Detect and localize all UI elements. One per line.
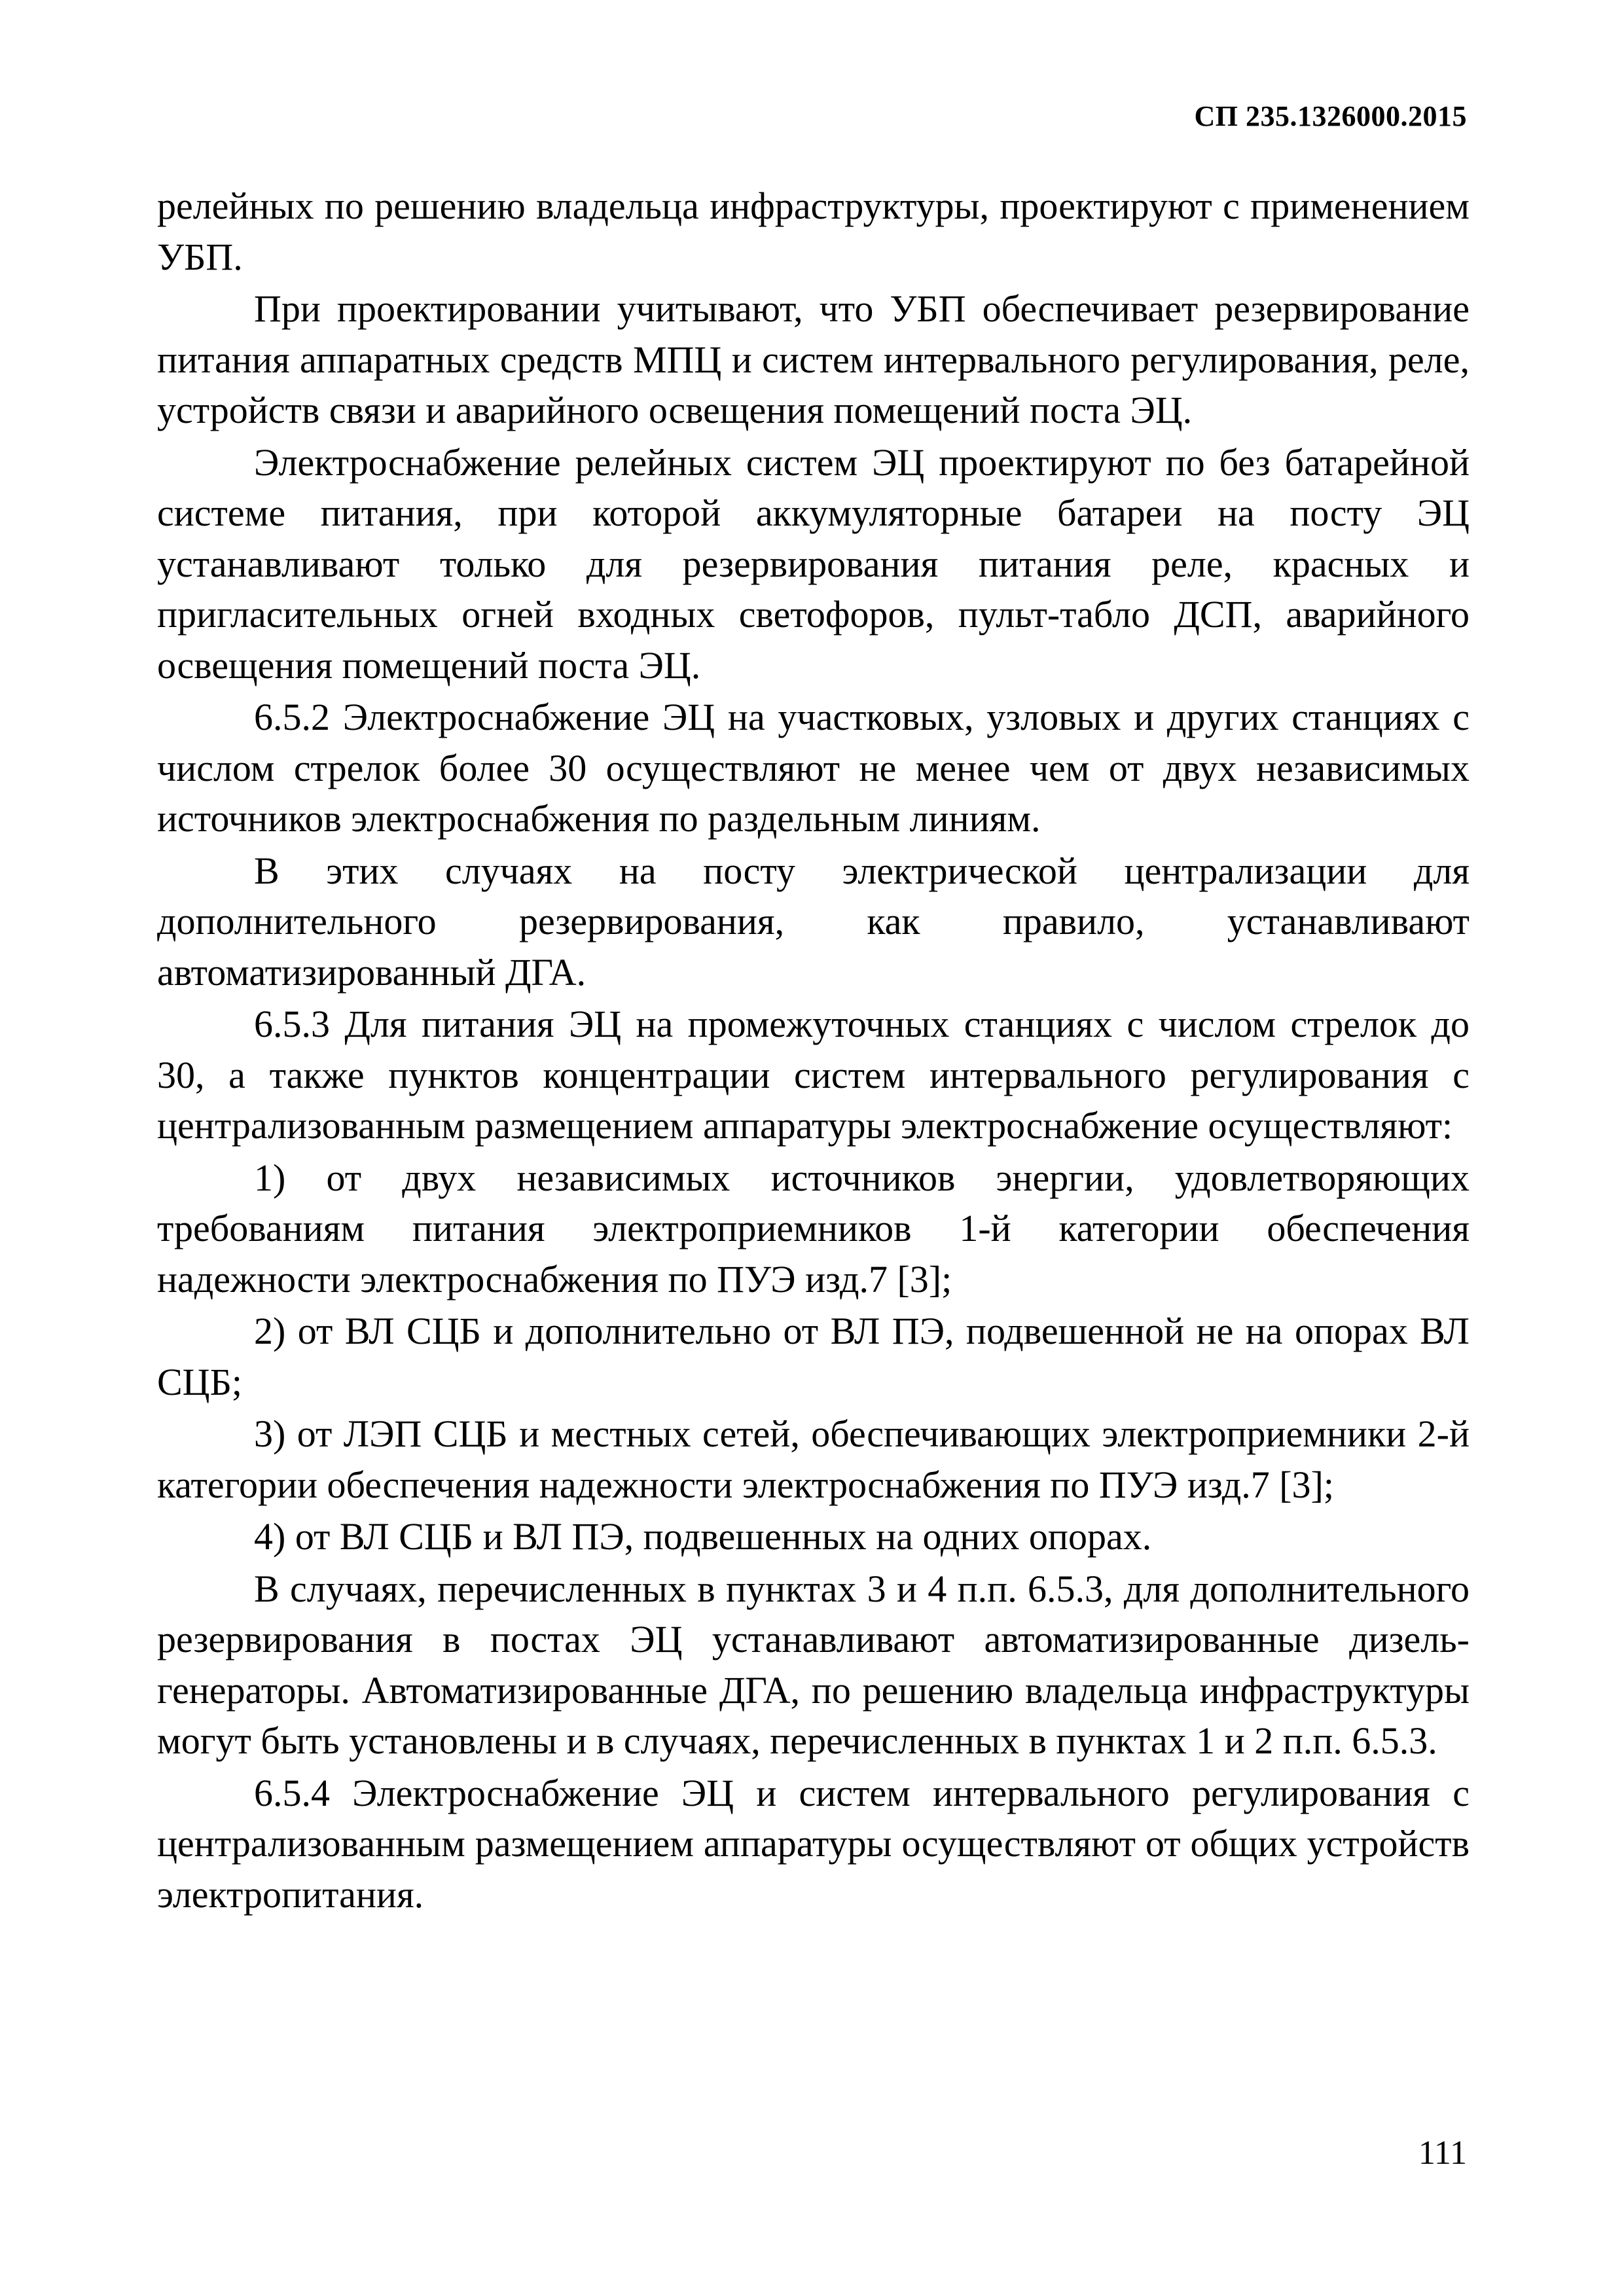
list-item: 2) от ВЛ СЦБ и дополнительно от ВЛ ПЭ, подвешенной не на опорах ВЛ СЦБ; [157, 1310, 1470, 1403]
list-item: 1) от двух независимых источников энергии, удовлетворяющих требованиям питания электроприемников 1-й категории обеспечения надежности электроснабжения по ПУЭ изд.7 [3]; [157, 1156, 1470, 1300]
paragraph: В случаях, перечисленных в пунктах 3 и 4 п.п. 6.5.3, для дополнительного резервирования в постах ЭЦ устанавливают автоматизированные дизель-генераторы. Автоматизированные ДГА, по решению владельца инфраструктуры могут быть установлены и в случаях, перечисленных в пунктах 1 и 2 п.п. 6.5.3. [157, 1567, 1470, 1762]
paragraph-continuation: релейных по решению владельца инфраструктуры, проектируют с применением УБП. [157, 185, 1470, 278]
document-code: СП 235.1326000.2015 [1194, 100, 1467, 132]
paragraph: В этих случаях на посту электрической централизации для дополнительного резервирования, как правило, устанавливают автоматизированный ДГА. [157, 849, 1470, 994]
paragraph: При проектировании учитывают, что УБП обеспечивает резервирование питания аппаратных средств МПЦ и систем интервального регулирования, реле, устройств связи и аварийного освещения помещений поста ЭЦ. [157, 287, 1470, 431]
clause-6-5-3: 6.5.3 Для питания ЭЦ на промежуточных станциях с числом стрелок до 30, а также пунктов концентрации систем интервального регулирования с централизованным размещением аппаратуры электроснабжение осуществляют: [157, 1003, 1470, 1147]
clause-6-5-4: 6.5.4 Электроснабжение ЭЦ и систем интервального регулирования с централизованным размещением аппаратуры осуществляют от общих устройств электропитания. [157, 1771, 1470, 1916]
paragraph: Электроснабжение релейных систем ЭЦ проектируют по без батарейной системе питания, при которой аккумуляторные батареи на посту ЭЦ устанавливают только для резервирования питания реле, красных и пригласительных огней входных светофоров, пульт-табло ДСП, аварийного освещения помещений поста ЭЦ. [157, 440, 1470, 687]
document-body [157, 181, 1470, 1921]
clause-6-5-2: 6.5.2 Электроснабжение ЭЦ на участковых, узловых и других станциях с числом стрелок более 30 осуществляют не менее чем от двух независимых источников электроснабжения по раздельным линиям. [157, 696, 1470, 840]
list-item: 3) от ЛЭП СЦБ и местных сетей, обеспечивающих электроприемники 2-й категории обеспечения надежности электроснабжения по ПУЭ изд.7 [3]; [157, 1412, 1470, 1506]
list-item: 4) от ВЛ СЦБ и ВЛ ПЭ, подвешенных на одних опорах. [254, 1515, 1152, 1558]
page-number: 111 [1418, 2134, 1467, 2172]
